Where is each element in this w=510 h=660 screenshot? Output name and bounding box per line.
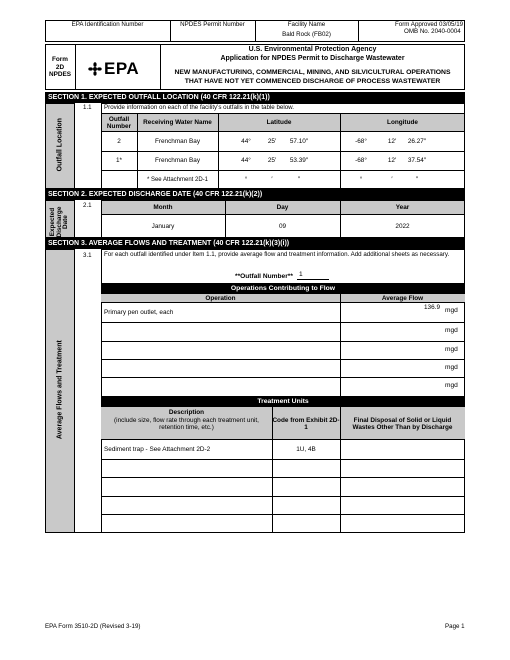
receiving-water-cell[interactable]: Frenchman Bay [154, 157, 201, 164]
form-title-line2: THAT HAVE NOT YET COMMENCED DISCHARGE OF PROCESS WASTEWATER [184, 78, 441, 85]
section3-item-cell [75, 249, 101, 533]
col-month: Month [153, 204, 173, 211]
flow-unit: mgd [445, 307, 458, 314]
section1-header: SECTION 1. EXPECTED OUTFALL LOCATION (40 CFR 122.21(k)(1)) [45, 92, 465, 103]
col-day: Day [276, 204, 289, 211]
treatment-description[interactable] [101, 477, 272, 496]
col-description [101, 409, 272, 432]
form-code-line: 2D [55, 63, 65, 71]
lon-minutes[interactable]: 12′ [387, 157, 397, 164]
agency-name: U.S. Environmental Protection Agency [248, 46, 377, 53]
section3-side-label: Average Flows and Treatment [56, 340, 64, 440]
divider [75, 44, 76, 90]
col-operation: Operation [205, 295, 236, 302]
col-longitude: Longitude [387, 119, 418, 126]
logo-text: EPA [104, 59, 140, 78]
treatment-header: Treatment Units [101, 397, 465, 407]
ops-header: Operations Contributing to Flow [101, 284, 465, 294]
col-code: Code from Exhibit 2D-1 [272, 416, 340, 431]
month-value[interactable]: January [151, 223, 175, 230]
treatment-description[interactable]: Sediment trap - See Attachment 2D-2 [104, 446, 211, 453]
operation-cell[interactable]: Primary pen outlet, each [104, 309, 174, 316]
form-code-line: Form [52, 56, 68, 63]
lon-minutes[interactable]: 12′ [387, 138, 397, 145]
section2-header: SECTION 2. EXPECTED DISCHARGE DATE (40 CFR 122.21(k)(2)) [45, 189, 465, 200]
lat-minutes[interactable]: ′ [271, 176, 273, 183]
lat-seconds[interactable]: 57.10″ [289, 138, 309, 145]
npdes-label: NPDES Permit Number [180, 21, 245, 28]
treatment-description[interactable] [101, 496, 272, 514]
col-description-title: Description [168, 409, 205, 416]
section2-side-label: Expected Discharge Date [48, 206, 70, 238]
lat-seconds[interactable]: 53.39″ [289, 157, 309, 164]
epa-id-label: EPA Identification Number [71, 21, 144, 28]
receiving-water-cell[interactable]: Frenchman Bay [154, 138, 201, 145]
epa-logo [88, 60, 139, 78]
lon-seconds[interactable]: 26.27″ [407, 138, 427, 145]
outfall-number-cell[interactable]: 1* [115, 157, 123, 164]
receiving-water-cell[interactable]: * See Attachment 2D-1 [146, 176, 209, 183]
outfall-number-cell[interactable] [101, 170, 137, 189]
application-title: Application for NPDES Permit to Discharge Wastewater [220, 55, 405, 62]
section1-instruction: Provide information on each of the facility's outfalls in the table below. [104, 104, 295, 111]
section3-instruction: For each outfall identified under Item 1.1, provide average flow and treatment information. Add additional sheets as necessary. [104, 251, 450, 258]
lat-degrees[interactable]: 44° [241, 138, 251, 145]
epa-flower-icon [88, 62, 102, 76]
day-value[interactable]: 09 [278, 223, 287, 230]
lon-seconds[interactable]: ″ [415, 176, 419, 183]
treatment-code[interactable] [272, 477, 340, 496]
operation-cell[interactable] [101, 377, 340, 396]
average-flow-value[interactable]: 136.9 [424, 304, 440, 311]
lon-minutes[interactable]: ′ [391, 176, 393, 183]
treatment-disposal[interactable] [340, 496, 465, 514]
lat-minutes[interactable]: 25′ [267, 138, 277, 145]
omb-number: OMB No. 2040-0004 [404, 28, 461, 35]
footer-form-id: EPA Form 3510-2D (Revised 3-19) [45, 623, 141, 630]
treatment-code[interactable] [272, 496, 340, 514]
section1-side-label: Outfall Location [56, 118, 64, 172]
operation-cell[interactable] [101, 359, 340, 377]
col-year: Year [395, 204, 410, 211]
lat-degrees[interactable]: 44° [241, 157, 251, 164]
col-latitude: Latitude [266, 119, 292, 126]
treatment-description[interactable] [101, 459, 272, 477]
form-code [45, 56, 75, 79]
treatment-description[interactable] [101, 514, 272, 533]
flow-unit: mgd [445, 364, 458, 371]
outfall-number-label: **Outfall Number** [235, 273, 293, 280]
treatment-code[interactable] [272, 459, 340, 477]
divider [358, 20, 359, 42]
col-disposal: Final Disposal of Solid or Liquid Wastes Other Than by Discharge [352, 416, 453, 431]
col-description-sub: (include size, flow rate through each treatment unit, retention time, etc.) [114, 416, 259, 432]
form-title-line1: NEW MANUFACTURING, COMMERCIAL, MINING, AND SILVICULTURAL OPERATIONS [174, 69, 451, 76]
outfall-number-input[interactable]: 1 [297, 271, 329, 280]
divider [340, 294, 341, 396]
item-number: 3.1 [83, 252, 92, 259]
lon-seconds[interactable]: 37.54″ [407, 157, 427, 164]
operation-cell[interactable] [101, 341, 340, 359]
year-value[interactable]: 2022 [395, 223, 410, 230]
treatment-disposal[interactable] [340, 477, 465, 496]
facility-value[interactable]: Bald Rock (FB02) [282, 31, 331, 38]
item-number: 1.1 [83, 104, 92, 111]
treatment-disposal[interactable] [340, 459, 465, 477]
lat-seconds[interactable]: ″ [297, 176, 301, 183]
lat-minutes[interactable]: 25′ [267, 157, 277, 164]
treatment-code[interactable] [272, 514, 340, 533]
flow-unit: mgd [445, 382, 458, 389]
treatment-disposal[interactable] [340, 514, 465, 533]
col-outfall-number: Outfall Number [106, 115, 132, 130]
section3-header: SECTION 3. AVERAGE FLOWS AND TREATMENT (40 CFR 122.21(k)(3)(i)) [45, 238, 465, 249]
footer-page: Page 1 [445, 623, 465, 630]
form-approved: Form Approved 03/05/19 [395, 21, 464, 28]
lon-degrees[interactable]: -68° [355, 157, 367, 164]
col-average-flow: Average Flow [381, 295, 424, 302]
flow-unit: mgd [445, 346, 458, 353]
outfall-number-cell[interactable]: 2 [117, 138, 121, 145]
lon-degrees[interactable]: -68° [355, 138, 367, 145]
treatment-code[interactable]: 1U, 4B [296, 446, 316, 453]
form-code-line: NPDES [48, 71, 72, 79]
facility-label: Facility Name [287, 21, 326, 28]
col-receiving-water: Receiving Water Name [143, 119, 212, 126]
section1-item-cell [75, 103, 101, 189]
flow-unit: mgd [445, 327, 458, 334]
operation-cell[interactable] [101, 322, 340, 341]
treatment-disposal[interactable] [340, 440, 465, 459]
lat-degrees[interactable]: ° [244, 176, 248, 183]
lon-degrees[interactable]: ° [359, 176, 363, 183]
item-number: 2.1 [83, 202, 92, 209]
